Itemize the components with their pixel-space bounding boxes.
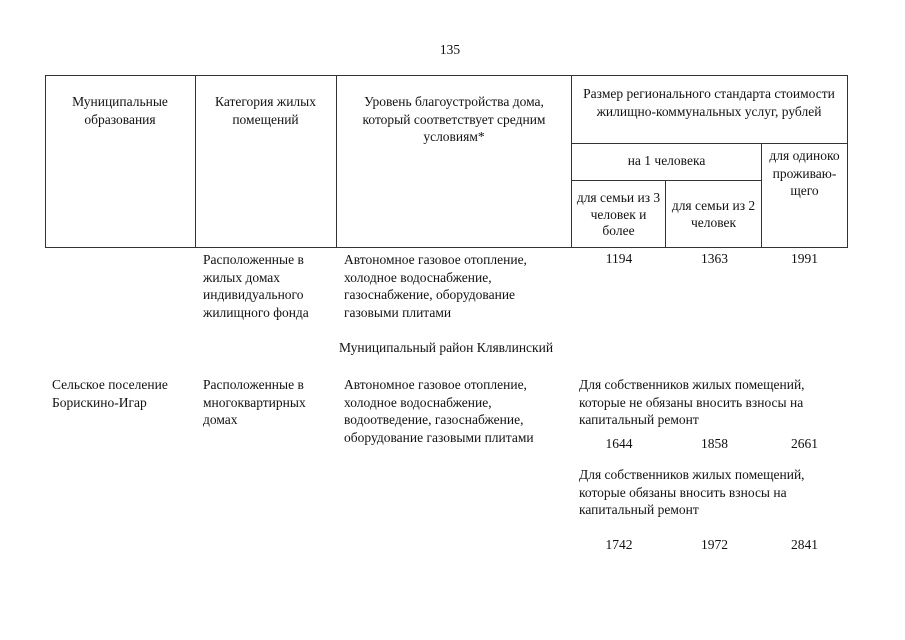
header-top-rule bbox=[45, 75, 847, 76]
header-mid-rule bbox=[571, 143, 847, 144]
prev-row-value-single: 1991 bbox=[791, 251, 818, 266]
note-obliged: Для собственников жилых помещений, которые обязаны вносить взносы на капитальный ремонт bbox=[579, 467, 805, 517]
header-category: Категория жилых помещений bbox=[215, 94, 316, 127]
header-divider-2 bbox=[336, 75, 337, 248]
not-obliged-value-family3: 1644 bbox=[605, 436, 633, 451]
header-bottom-rule bbox=[45, 247, 847, 248]
header-sub-rule bbox=[571, 180, 761, 181]
not-obliged-value-single: 2661 bbox=[791, 436, 818, 451]
prev-row-value-family3: 1194 bbox=[605, 251, 633, 266]
header-size: Размер регионального стандарта стоимости жилищно-коммунальных услуг, рублей bbox=[583, 86, 835, 119]
header-family3: для семьи из 3 человек и более bbox=[576, 190, 661, 238]
obliged-value-single: 2841 bbox=[791, 537, 818, 552]
page-number: 135 bbox=[439, 42, 461, 57]
obliged-value-family2: 1972 bbox=[701, 537, 728, 552]
header-family2: для семьи из 2 человек bbox=[671, 198, 756, 230]
note-not-obliged: Для собственников жилых помещений, которые не обязаны вносить взносы на капитальный ремонт bbox=[579, 377, 805, 427]
header-single: для одиноко проживаю-щего bbox=[769, 148, 840, 198]
header-divider-1 bbox=[195, 75, 196, 248]
header-divider-4 bbox=[665, 180, 666, 248]
header-level: Уровень благоустройства дома, который соответствует средним условиям* bbox=[362, 94, 546, 144]
prev-row-value-family2: 1363 bbox=[701, 251, 728, 266]
main-row-category: Расположенные в многоквартирных домах bbox=[203, 377, 306, 427]
obliged-value-family3: 1742 bbox=[605, 537, 633, 552]
header-municipal: Муниципальные образования bbox=[72, 94, 168, 127]
header-per-person: на 1 человека bbox=[627, 153, 706, 168]
district-heading: Муниципальный район Клявлинский bbox=[338, 340, 554, 355]
main-row-level: Автономное газовое отопление, холодное водоснабжение, водоотведение, газоснабжение, оборудование газовыми плитами bbox=[344, 377, 534, 445]
main-row-municipality: Сельское поселение Борискино-Игар bbox=[52, 377, 168, 410]
header-right-rule bbox=[847, 75, 848, 248]
header-left-rule bbox=[45, 75, 46, 248]
not-obliged-value-family2: 1858 bbox=[701, 436, 728, 451]
prev-row-level: Автономное газовое отопление, холодное водоснабжение, газоснабжение, оборудование газовыми плитами bbox=[344, 252, 527, 320]
prev-row-category: Расположенные в жилых домах индивидуального жилищного фонда bbox=[203, 252, 309, 320]
